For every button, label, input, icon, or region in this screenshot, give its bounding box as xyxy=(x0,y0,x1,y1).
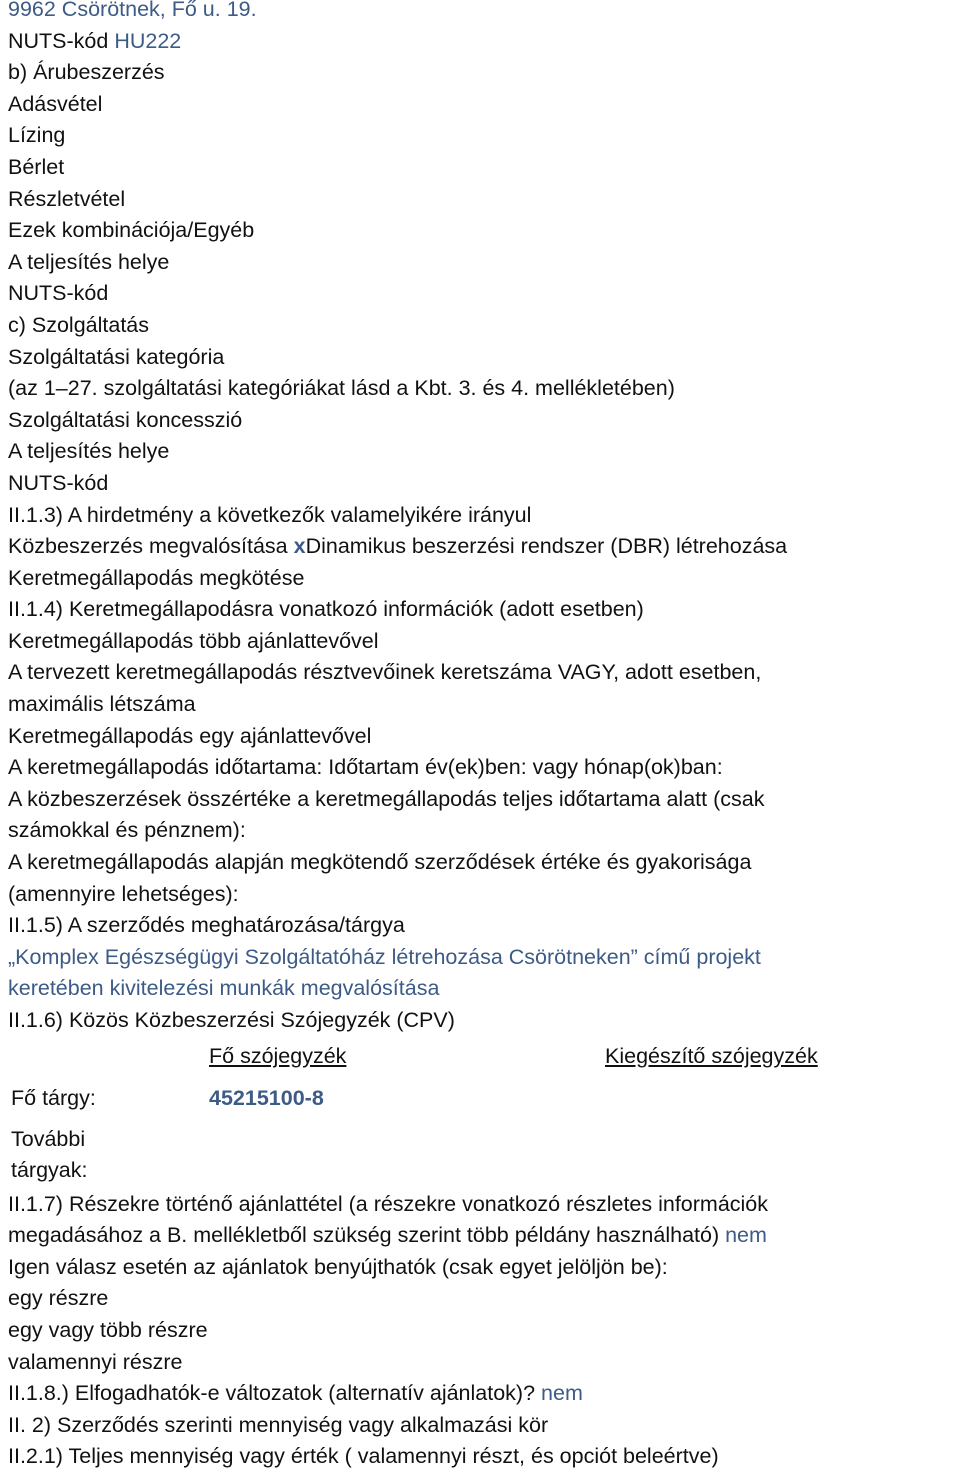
text-line: Keretmegállapodás megkötése xyxy=(8,565,305,590)
cpv-other-subjects-label-cont: tárgyak: xyxy=(11,1157,88,1182)
text-line: számokkal és pénznem): xyxy=(8,818,246,843)
text-line: (amennyire lehetséges): xyxy=(8,881,239,906)
filled-value: nem xyxy=(725,1223,767,1248)
cpv-table xyxy=(8,1037,960,1189)
cpv-main-subject-label: Fő tárgy: xyxy=(11,1085,96,1110)
text-segment: megadásához a B. mellékletből szükség szerint több példány használható) xyxy=(8,1223,726,1248)
text-line: Igen válasz esetén az ajánlatok benyújthatók (csak egyet jelöljön be): xyxy=(8,1254,668,1279)
filled-value: nem xyxy=(541,1381,583,1406)
text-line: A teljesítés helye xyxy=(8,439,170,464)
text-line: Szolgáltatási kategória xyxy=(8,344,225,369)
document-text-block-bottom xyxy=(8,1189,960,1473)
text-line: A tervezett keretmegállapodás résztvevőinek keretszáma VAGY, adott esetben, xyxy=(8,660,762,685)
text-line: Adásvétel xyxy=(8,91,103,116)
text-line: c) Szolgáltatás xyxy=(8,312,150,337)
text-line: Keretmegállapodás több ajánlattevővel xyxy=(8,628,379,653)
text-line: 9962 Csörötnek, Fő u. 19. xyxy=(8,0,257,21)
text-line: Lízing xyxy=(8,123,66,148)
text-line: II.1.5) A szerződés meghatározása/tárgya xyxy=(8,913,405,938)
text-line xyxy=(8,26,960,58)
text-line: A keretmegállapodás időtartama: Időtartam év(ek)ben: vagy hónap(ok)ban: xyxy=(8,755,723,780)
text-line: Bérlet xyxy=(8,154,65,179)
text-line: A teljesítés helye xyxy=(8,249,170,274)
text-line: II.1.6) Közös Közbeszerzési Szójegyzék (CPV) xyxy=(8,1008,455,1032)
text-line xyxy=(8,531,960,563)
text-line: II.2.1) Teljes mennyiség vagy érték ( valamennyi részt, és opciót beleértve) xyxy=(8,1444,719,1469)
text-line: II.1.3) A hirdetmény a következők valamelyikére irányul xyxy=(8,502,532,527)
text-line xyxy=(8,1378,960,1410)
text-line: Keretmegállapodás egy ajánlattevővel xyxy=(8,723,372,748)
text-segment: NUTS-kód xyxy=(8,28,115,53)
document-text-block-top xyxy=(8,0,960,1037)
text-line: valamennyi részre xyxy=(8,1349,183,1374)
text-line: maximális létszáma xyxy=(8,692,196,717)
text-line: NUTS-kód xyxy=(8,281,109,306)
text-line: Részletvétel xyxy=(8,186,126,211)
text-line: egy részre xyxy=(8,1286,109,1311)
text-line: II.1.7) Részekre történő ajánlattétel (a részekre vonatkozó részletes információk xyxy=(8,1191,769,1216)
text-line: Szolgáltatási koncesszió xyxy=(8,407,243,432)
cpv-main-header: Fő szójegyzék xyxy=(209,1043,347,1068)
text-line: Ezek kombinációja/Egyéb xyxy=(8,218,255,243)
text-line: keretében kivitelezési munkák megvalósítása xyxy=(8,976,440,1001)
text-line: A közbeszerzések összértéke a keretmegállapodás teljes időtartama alatt (csak xyxy=(8,786,765,811)
text-line xyxy=(8,1220,960,1252)
cpv-main-subject-code: 45215100-8 xyxy=(209,1085,324,1110)
cpv-other-subjects-label: További xyxy=(11,1126,86,1151)
text-segment: II.1.8.) Elfogadhatók-e változatok (alternatív ajánlatok)? xyxy=(8,1381,542,1406)
text-line: II.1.4) Keretmegállapodásra vonatkozó információk (adott esetben) xyxy=(8,597,644,622)
cpv-supplementary-header: Kiegészítő szójegyzék xyxy=(605,1043,818,1068)
text-line: II. 2) Szerződés szerinti mennyiség vagy alkalmazási kör xyxy=(8,1412,549,1437)
text-segment: Dinamikus beszerzési rendszer (DBR) létrehozása xyxy=(305,534,788,559)
text-line: b) Árubeszerzés xyxy=(8,60,165,85)
text-line: egy vagy több részre xyxy=(8,1317,208,1342)
text-line: NUTS-kód xyxy=(8,470,109,495)
checkbox-mark: x xyxy=(293,534,306,559)
text-line: „Komplex Egészségügyi Szolgáltatóház létrehozása Csörötneken” című projekt xyxy=(8,944,761,969)
text-line: (az 1–27. szolgáltatási kategóriákat lásd a Kbt. 3. és 4. mellékletében) xyxy=(8,376,675,401)
text-line: A keretmegállapodás alapján megkötendő szerződések értéke és gyakorisága xyxy=(8,850,752,875)
text-segment: Közbeszerzés megvalósítása xyxy=(8,534,294,559)
filled-value: HU222 xyxy=(114,28,182,53)
